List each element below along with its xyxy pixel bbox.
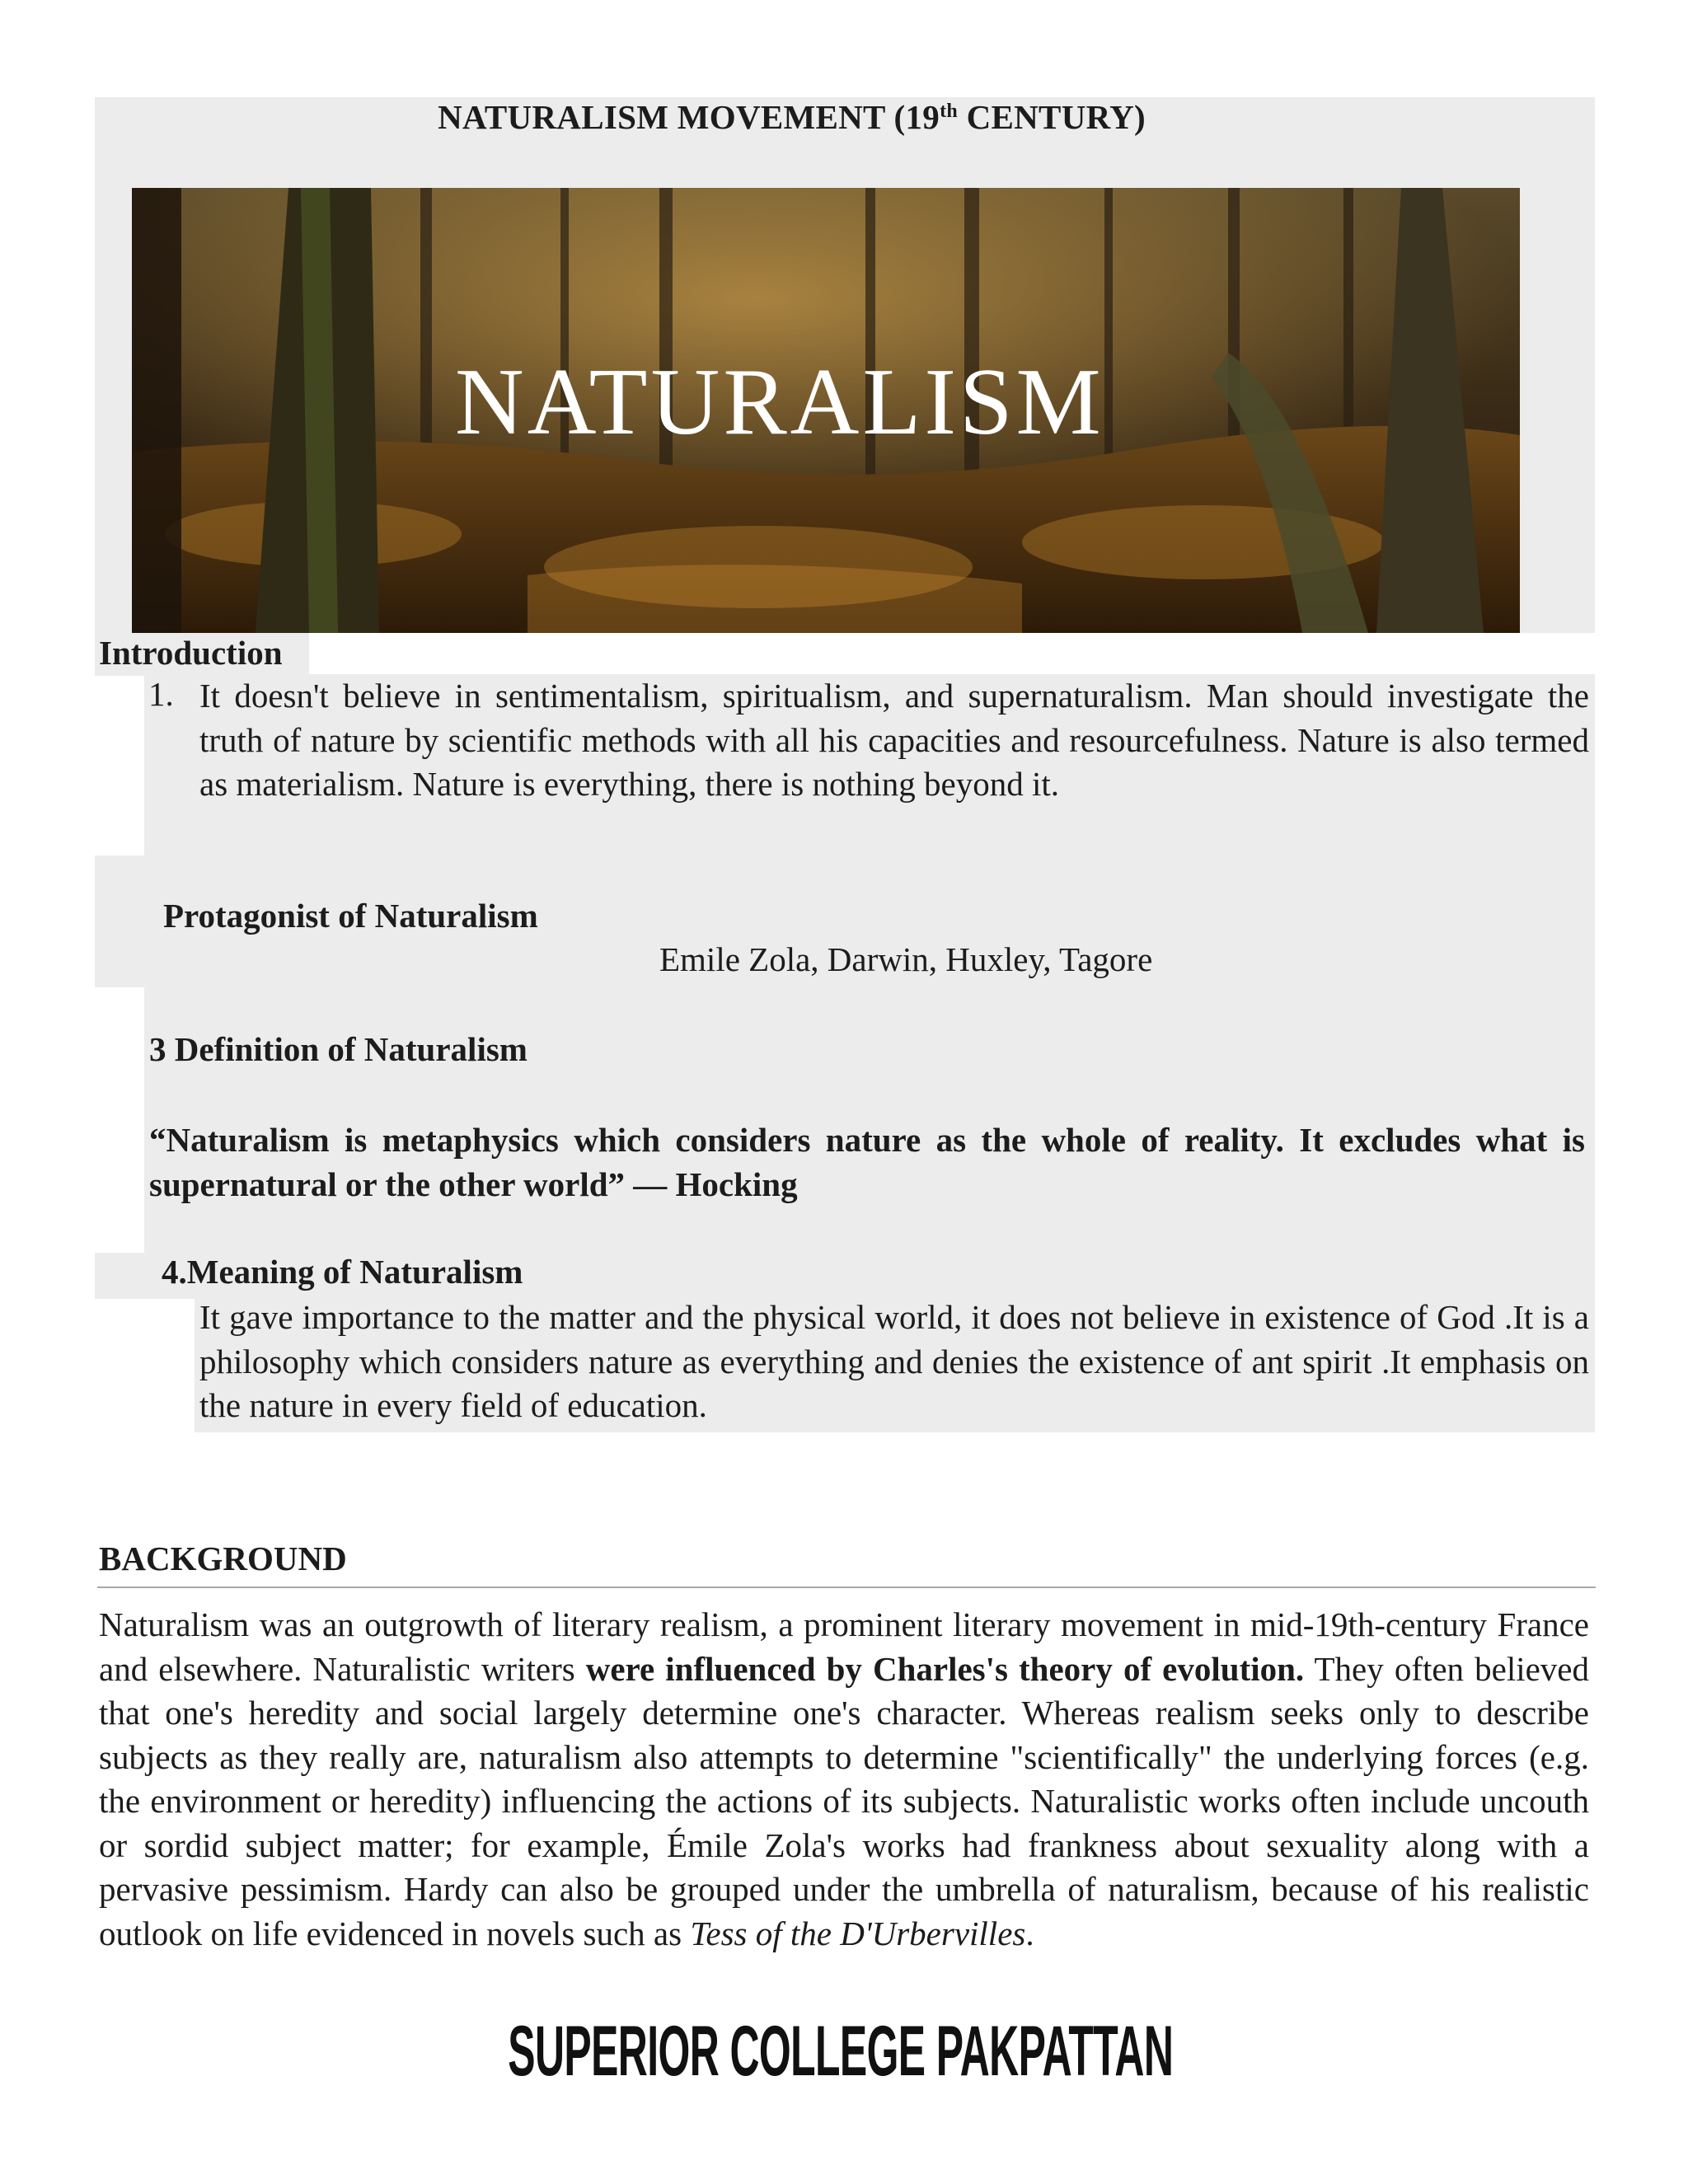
protagonist-heading: Protagonist of Naturalism [163, 897, 538, 935]
meaning-heading: 4.Meaning of Naturalism [162, 1253, 523, 1291]
meaning-text: It gave importance to the matter and the physical world, it does not believe in existence of God .It is a philosophy which considers nature as everything and denies the existence of ant spirit .It emphasis on the nature in every field of education. [199, 1298, 1589, 1424]
novel-title: Tess of the D'Urbervilles [690, 1914, 1026, 1952]
title-superscript: th [940, 101, 959, 122]
introduction-text: It doesn't believe in sentimentalism, spiritualism, and supernaturalism. Man should investigate the truth of nature by scientific methods with all his capacities and resourcefulness. Nature is also termed as materialism. Nature is everything, there is nothing beyond it. [199, 677, 1589, 803]
background-text-end: . [1025, 1914, 1034, 1952]
background-text-bold: were influenced by Charles's theory of evolution. [585, 1649, 1305, 1688]
title-end: CENTURY) [958, 98, 1146, 136]
definition-quote: “Naturalism is metaphysics which considers nature as the whole of reality. It excludes what is supernatural or the other world” — Hocking [149, 1121, 1585, 1203]
banner-title: NATURALISM [455, 349, 1104, 455]
naturalism-banner-image [132, 188, 1520, 633]
list-number: 1. [148, 675, 174, 713]
background-text-part-1: Naturalism was an outgrowth of literary realism, a prominent literary movement in mid-19th-century France and elsewhere. Naturalistic writers [99, 1605, 1589, 1688]
background-text [99, 1603, 1589, 1956]
background-heading: BACKGROUND [99, 1540, 347, 1577]
background-text-part-2: They often believed that one's heredity and social largely determine one's character. Whereas realism seeks only to describe subjects as they really are, naturalism also attempts to determine "scientifically" the underlying forces (e.g. the environment or heredity) influencing the actions of its subjects. Naturalistic works often include uncouth or sordid subject matter; for example, Émile Zola's works had frankness about sexuality along with a pervasive pessimism. Hardy can also be grouped under the umbrella of naturalism, because of his realistic outlook on life evidenced in novels such as [99, 1649, 1590, 1952]
college-footer: SUPERIOR COLLEGE PAKPATTAN [508, 2012, 1174, 2091]
protagonist-names: Emile Zola, Darwin, Huxley, Tagore [659, 940, 1153, 978]
page-title [97, 97, 1486, 137]
introduction-heading: Introduction [99, 634, 283, 672]
section-divider [97, 1586, 1596, 1588]
definition-heading: 3 Definition of Naturalism [149, 1030, 528, 1068]
title-main: NATURALISM MOVEMENT (19 [438, 98, 940, 136]
